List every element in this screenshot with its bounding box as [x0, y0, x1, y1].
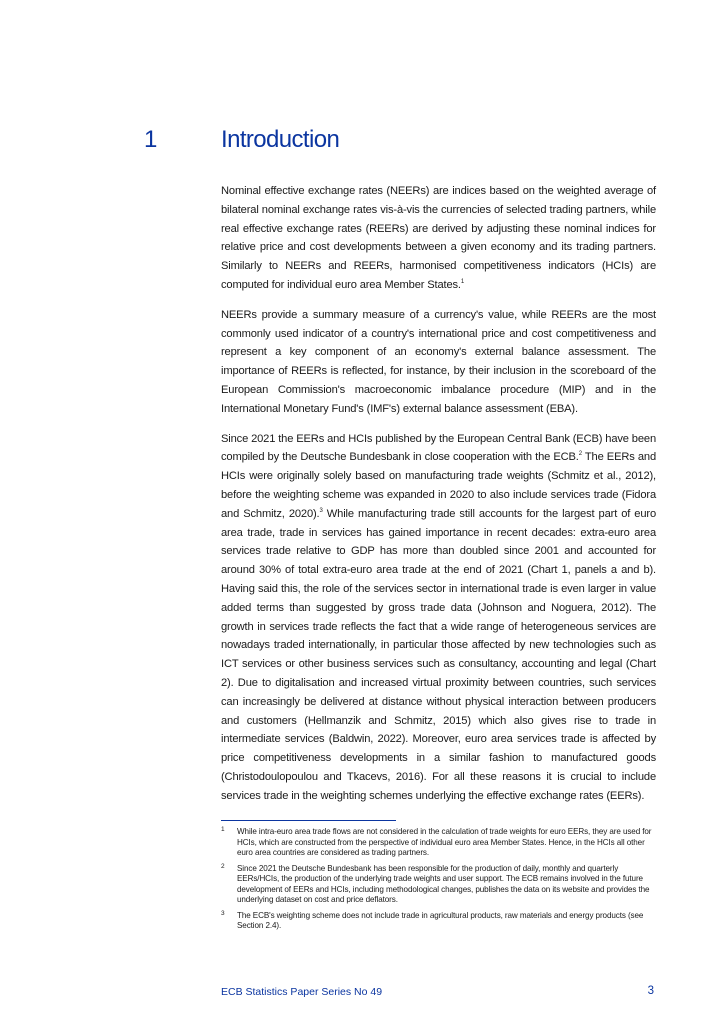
- footnote-divider: [221, 820, 396, 821]
- paragraph-1: [221, 182, 656, 295]
- paragraph-3-text-a: Since 2021 the EERs and HCIs published by the European Central Bank (ECB) have been compiled by the Deutsche Bundesbank in close cooperation with the ECB.: [221, 432, 656, 464]
- footnote-3: [221, 911, 656, 932]
- footnote-text: The ECB's weighting scheme does not include trade in agricultural products, raw materials and energy products (see Section 2.4).: [237, 910, 644, 930]
- paragraph-3-text-c: While manufacturing trade still accounts for the largest part of euro area trade, trade in services has gained importance in recent decades: extra-euro area services trade relative to GDP has more than doubled since 2001 and accounted for around 30% of total extra-euro area trade at the end of 2021 (Chart 1, panels a and b). Having said this, the role of the services sector in international trade is even larger in value added terms than suggested by gross trade data (Johnson and Noguera, 2012). The growth in services trade reflects the fact that a wide range of heterogeneous services are nowadays traded internationally, in particular those affected by new technologies such as ICT services or other business services such as consultancy, accounting and legal (Chart 2). Due to digitalisation and increased virtual proximity between countries, such services can increasingly be delivered at distance without physical interaction between producers and customers (Hellmanzik and Schmitz, 2015) which also gives rise to trade in intermediate services (Baldwin, 2022). Moreover, euro area services trade is affected by price competitiveness developments in a similar fashion to manufactured goods (Christodoulopoulou and Tkacevs, 2016). For all these reasons it is crucial to include services trade in the weighting schemes underlying the effective exchange rates (EERs).: [221, 507, 656, 802]
- footnote-ref-2[interactable]: 2: [578, 451, 582, 458]
- footnote-2: [221, 864, 656, 906]
- paragraph-2-text: NEERs provide a summary measure of a currency's value, while REERs are the most commonly used indicator of a country's international price and cost competitiveness and represent a key component of an economy's external balance assessment. The importance of REERs is reflected, for instance, by their inclusion in the scoreboard of the European Commission's macroeconomic imbalance procedure (MIP) and in the International Monetary Fund's (IMF's) external balance assessment (EBA).: [221, 308, 656, 415]
- footnote-number: 1: [221, 826, 225, 833]
- paragraph-2: [221, 306, 656, 419]
- paragraph-1-text: Nominal effective exchange rates (NEERs) are indices based on the weighted average of bilateral nominal exchange rates vis-à-vis the currencies of selected trading partners, while real effective exchange rates (REERs) are derived by adjusting these nominal indices for relative price and cost developments between a given economy and its trading partners. Similarly to NEERs and REERs, harmonised competitiveness indicators (HCIs) are computed for individual euro area Member States.: [221, 185, 656, 291]
- body-text: [221, 182, 656, 817]
- footnote-text: Since 2021 the Deutsche Bundesbank has been responsible for the production of daily, monthly and quarterly EERs/HCIs, the production of the underlying trade weights and user support. The ECB remains involved in the future development of EERs and HCIs, including methodological changes, publishes the data on its website and provides the underlying dataset on cost and price deflators.: [237, 863, 650, 904]
- footer-series: ECB Statistics Paper Series No 49: [221, 986, 383, 998]
- footnote-ref-1[interactable]: 1: [460, 278, 465, 285]
- paragraph-3: [221, 430, 656, 806]
- section-title: Introduction: [221, 126, 340, 153]
- page-number: 3: [647, 985, 654, 997]
- section-number: 1: [144, 126, 157, 153]
- footnotes: [221, 827, 656, 937]
- footnote-text: While intra-euro area trade flows are not considered in the calculation of trade weights for euro EERs, they are used for HCIs, which are constructed from the perspective of individual euro area Member States. Hence, in the HCIs all other euro area countries are considered as trading partners.: [237, 827, 652, 857]
- footnote-ref-3[interactable]: 3: [319, 507, 323, 514]
- footnote-number: 3: [221, 909, 225, 917]
- footnote-number: 2: [221, 862, 225, 870]
- paragraph-3-text-b: The EERs and HCIs were originally solely based on manufacturing trade weights (Schmitz et al., 2012), before the weighting scheme was expanded in 2020 to also include services trade (Fidora and Schmitz, 2020).: [221, 451, 656, 520]
- footnote-1: [221, 827, 656, 859]
